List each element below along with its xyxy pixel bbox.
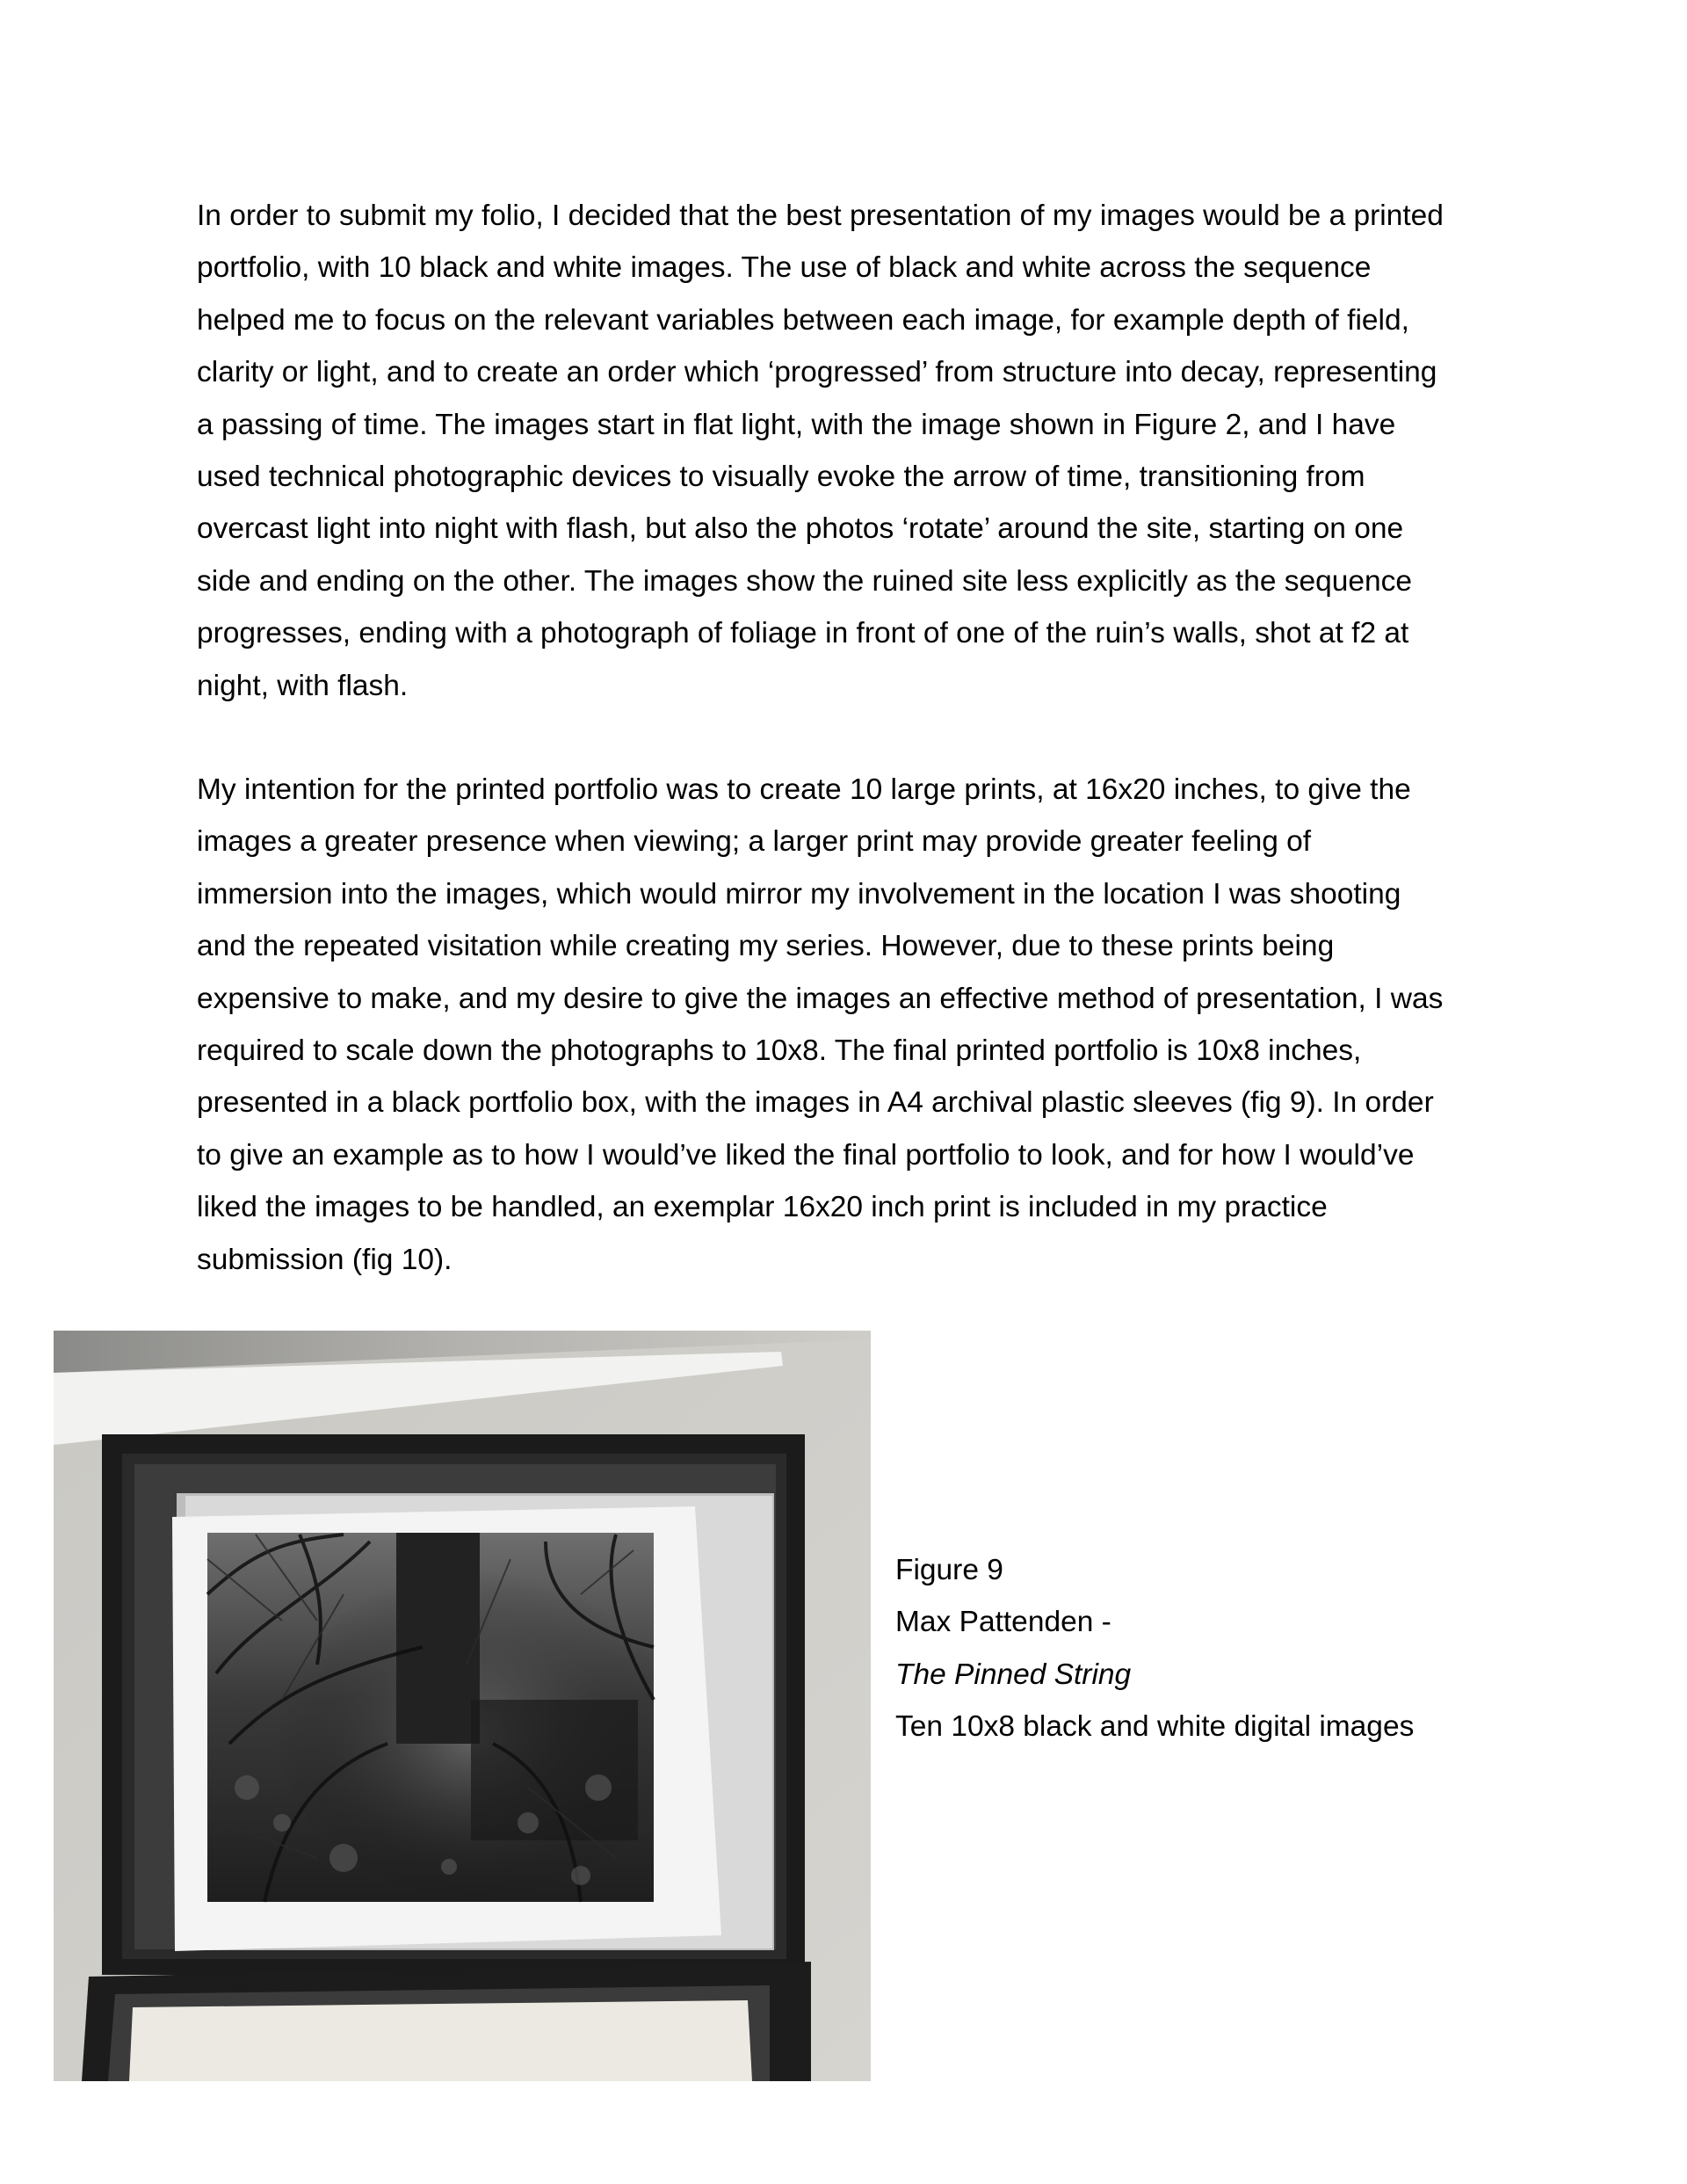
text-line: a passing of time. The images start in flat light, with the image shown in Figure 2, and I have bbox=[197, 408, 1396, 441]
text-line: liked the images to be handled, an exemplar 16x20 inch print is included in my practice bbox=[197, 1191, 1328, 1224]
figure-title: The Pinned String bbox=[895, 1658, 1132, 1691]
text-line: progresses, ending with a photograph of foliage in front of one of the ruin’s walls, shot at f2 at bbox=[197, 617, 1409, 650]
body-paragraph-1 bbox=[197, 190, 1490, 712]
text-line: helped me to focus on the relevant variables between each image, for example depth of field, bbox=[197, 303, 1409, 337]
text-line: side and ending on the other. The images show the ruined site less explicitly as the sequence bbox=[197, 564, 1413, 598]
text-line: overcast light into night with flash, but also the photos ‘rotate’ around the site, starting on one bbox=[197, 512, 1404, 546]
figure-label: Figure 9 bbox=[895, 1554, 1003, 1586]
portfolio-box-photo bbox=[54, 1331, 871, 2081]
text-line: submission (fig 10). bbox=[197, 1243, 453, 1276]
figure-author: Max Pattenden - bbox=[895, 1606, 1111, 1639]
text-line: to give an example as to how I would’ve liked the final portfolio to look, and for how I would’ve bbox=[197, 1138, 1415, 1172]
text-line: used technical photographic devices to visually evoke the arrow of time, transitioning from bbox=[197, 461, 1365, 494]
text-line: presented in a black portfolio box, with the images in A4 archival plastic sleeves (fig 9). In order bbox=[197, 1086, 1434, 1120]
body-paragraph-2 bbox=[197, 764, 1490, 1286]
text-line: images a greater presence when viewing; a larger print may provide greater feeling of bbox=[197, 825, 1312, 859]
text-line: expensive to make, and my desire to give the images an effective method of presentation, I was bbox=[197, 982, 1444, 1015]
text-line: In order to submit my folio, I decided that the best presentation of my images would be a printed bbox=[197, 200, 1444, 232]
figure-description: Ten 10x8 black and white digital images bbox=[895, 1710, 1415, 1744]
text-line: clarity or light, and to create an order which ‘progressed’ from structure into decay, representing bbox=[197, 356, 1437, 389]
text-line: and the repeated visitation while creating my series. However, due to these prints being bbox=[197, 930, 1335, 963]
text-line: night, with flash. bbox=[197, 669, 409, 702]
text-line: portfolio, with 10 black and white images. The use of black and white across the sequence bbox=[197, 251, 1372, 285]
text-line: My intention for the printed portfolio was to create 10 large prints, at 16x20 inches, to give the bbox=[197, 773, 1411, 806]
text-line: required to scale down the photographs to 10x8. The final printed portfolio is 10x8 inches, bbox=[197, 1034, 1362, 1068]
text-line: immersion into the images, which would mirror my involvement in the location I was shooting bbox=[197, 877, 1401, 911]
figure-caption bbox=[895, 1544, 1616, 1753]
